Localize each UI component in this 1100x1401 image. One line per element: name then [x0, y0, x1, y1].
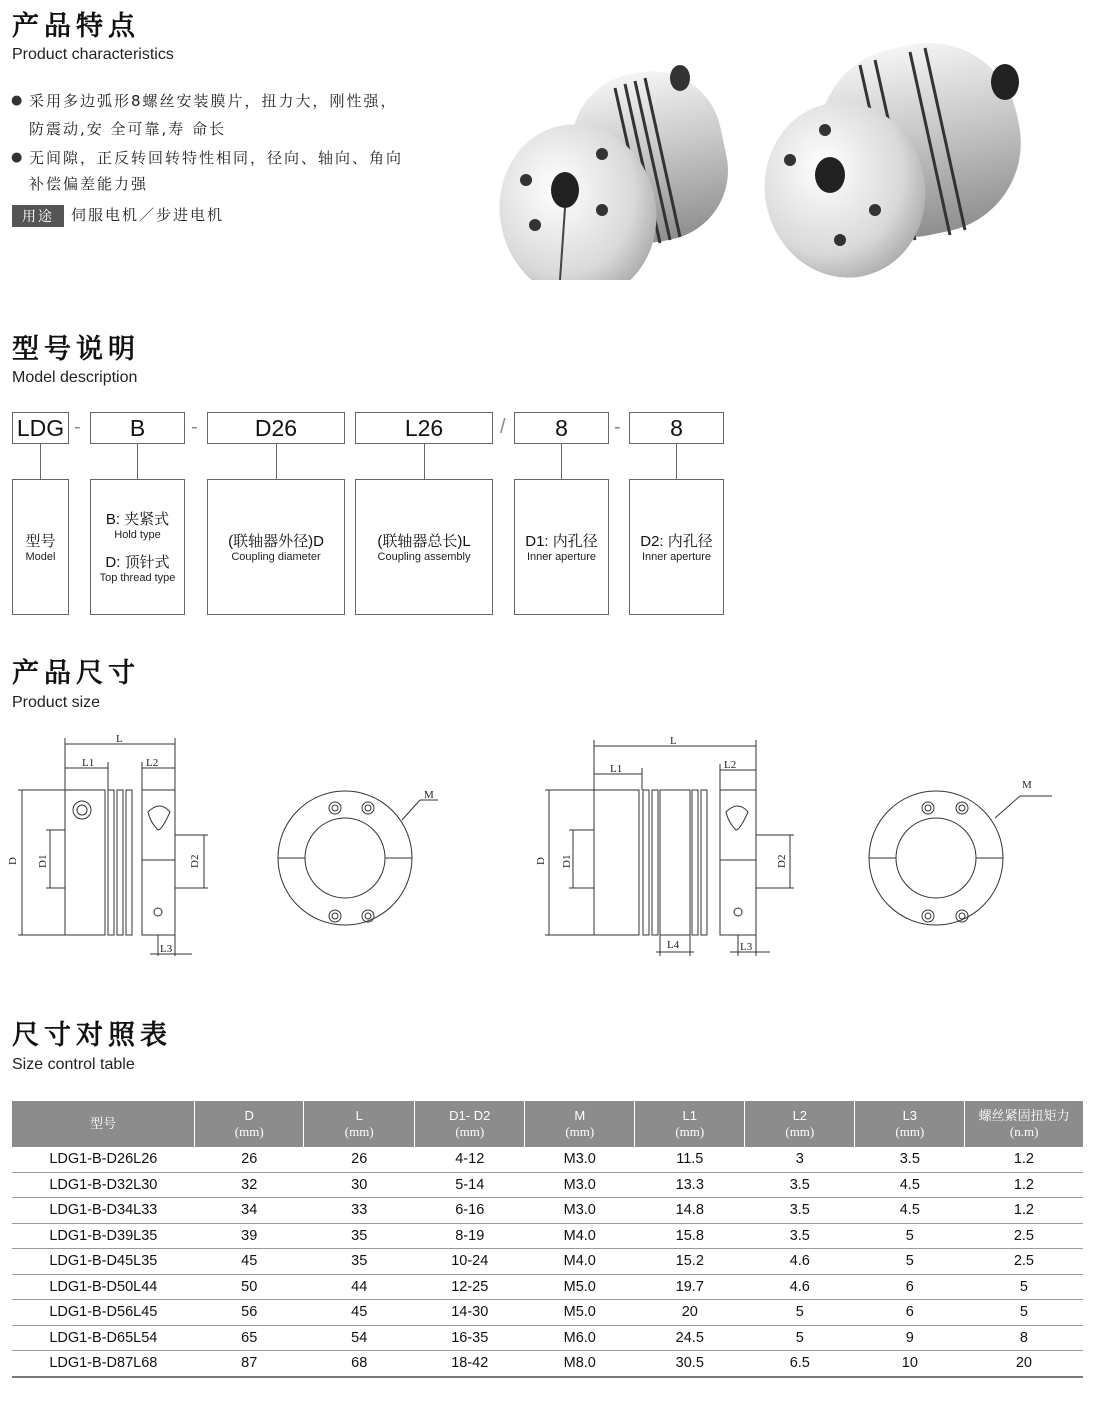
- dim-label-L1: L1: [82, 757, 95, 769]
- desc-en: Coupling assembly: [377, 550, 471, 563]
- code-separator: -: [74, 416, 81, 438]
- table-cell: 14.8: [635, 1198, 745, 1224]
- table-cell: 6: [855, 1274, 965, 1300]
- usage-tag: 用途: [12, 205, 64, 227]
- connector-line: [137, 444, 138, 479]
- table-cell: 68: [304, 1351, 415, 1377]
- connector-line: [424, 444, 425, 479]
- feature-line-3: 无间隙，正反转回转特性相同，径向、轴向、角向: [29, 149, 404, 167]
- table-cell: 32: [195, 1172, 304, 1198]
- table-cell: M3.0: [525, 1172, 635, 1198]
- table-cell: 45: [304, 1300, 415, 1326]
- size-title-en: Product size: [12, 694, 101, 711]
- table-cell: LDG1-B-D45L35: [12, 1249, 195, 1275]
- table-row: [12, 1172, 1083, 1198]
- table-cell: LDG1-B-D26L26: [12, 1147, 195, 1172]
- table-cell: 5-14: [415, 1172, 525, 1198]
- side-view-single: [18, 738, 208, 956]
- table-cell: 34: [195, 1198, 304, 1224]
- table-cell: 5: [745, 1325, 855, 1351]
- dimension-labels: [7, 733, 1032, 955]
- table-cell: 35: [304, 1249, 415, 1275]
- table-cell: 1.2: [965, 1198, 1083, 1224]
- table-cell: 15.8: [635, 1223, 745, 1249]
- table-cell: LDG1-B-D34L33: [12, 1198, 195, 1224]
- desc-box-diameter: [207, 479, 345, 615]
- end-view-double: [869, 791, 1052, 925]
- table-cell: 26: [195, 1147, 304, 1172]
- table-cell: 30.5: [635, 1351, 745, 1377]
- features-title-cn: 产品特点: [12, 11, 140, 42]
- dim-label-D2: D2: [776, 854, 788, 868]
- table-header: L2 (mm): [745, 1101, 855, 1147]
- model-title-en: Model description: [12, 369, 138, 386]
- table-cell: 8: [965, 1325, 1083, 1351]
- table-row: [12, 1147, 1083, 1172]
- desc-cn: (联轴器总长)L: [377, 532, 471, 550]
- table-header: D (mm): [195, 1101, 304, 1147]
- table-cell: LDG1-B-D56L45: [12, 1300, 195, 1326]
- product-photo: [490, 40, 1050, 280]
- code-separator: -: [191, 416, 198, 438]
- desc-cn: D2: 内孔径: [640, 532, 713, 550]
- table-cell: 5: [855, 1223, 965, 1249]
- table-header: D1- D2 (mm): [415, 1101, 525, 1147]
- table-row: [12, 1198, 1083, 1224]
- table-cell: 4.6: [745, 1274, 855, 1300]
- desc-en: Model: [25, 550, 56, 563]
- connector-line: [676, 444, 677, 479]
- desc-box-model: [12, 479, 69, 615]
- dim-label-L3: L3: [740, 941, 753, 953]
- bullet-icon: ●: [11, 93, 23, 108]
- table-row: [12, 1325, 1083, 1351]
- table-cell: 18-42: [415, 1351, 525, 1377]
- dim-label-M: M: [424, 789, 434, 801]
- table-cell: 3.5: [745, 1223, 855, 1249]
- table-cell: 1.2: [965, 1147, 1083, 1172]
- connector-line: [561, 444, 562, 479]
- table-cell: 5: [965, 1300, 1083, 1326]
- desc-cn: D: 顶针式: [105, 554, 170, 571]
- table-row: [12, 1351, 1083, 1377]
- table-cell: LDG1-B-D87L68: [12, 1351, 195, 1377]
- table-cell: M4.0: [525, 1223, 635, 1249]
- table-cell: 1.2: [965, 1172, 1083, 1198]
- table-cell: 10-24: [415, 1249, 525, 1275]
- table-cell: LDG1-B-D50L44: [12, 1274, 195, 1300]
- table-cell: 6: [855, 1300, 965, 1326]
- desc-en: Inner aperture: [641, 550, 712, 563]
- desc-en: Inner aperture: [526, 550, 597, 563]
- code-box-model: LDG: [12, 412, 69, 444]
- dim-label-L3: L3: [160, 943, 173, 955]
- table-cell: 20: [965, 1351, 1083, 1377]
- table-cell: 33: [304, 1198, 415, 1224]
- dim-label-M: M: [1022, 779, 1032, 791]
- table-cell: 5: [745, 1300, 855, 1326]
- dim-label-L: L: [116, 733, 123, 745]
- table-cell: 45: [195, 1249, 304, 1275]
- table-cell: M5.0: [525, 1300, 635, 1326]
- table-cell: M5.0: [525, 1274, 635, 1300]
- dim-label-L: L: [670, 735, 677, 747]
- table-cell: 56: [195, 1300, 304, 1326]
- table-cell: LDG1-B-D39L35: [12, 1223, 195, 1249]
- table-cell: 14-30: [415, 1300, 525, 1326]
- table-cell: LDG1-B-D65L54: [12, 1325, 195, 1351]
- table-header: L (mm): [304, 1101, 415, 1147]
- table-cell: 9: [855, 1325, 965, 1351]
- table-cell: 4.5: [855, 1198, 965, 1224]
- table-cell: 2.5: [965, 1249, 1083, 1275]
- connector-line: [276, 444, 277, 479]
- table-cell: M6.0: [525, 1325, 635, 1351]
- code-box-d2: 8: [629, 412, 724, 444]
- table-cell: 19.7: [635, 1274, 745, 1300]
- table-cell: 44: [304, 1274, 415, 1300]
- usage-text: 伺服电机／步进电机: [71, 206, 225, 224]
- table-cell: 6-16: [415, 1198, 525, 1224]
- table-cell: 5: [855, 1249, 965, 1275]
- table-title-en: Size control table: [12, 1056, 135, 1073]
- table-header: L1 (mm): [635, 1101, 745, 1147]
- table-cell: 50: [195, 1274, 304, 1300]
- features-title-en: Product characteristics: [12, 46, 174, 63]
- desc-en: Coupling diameter: [231, 550, 321, 563]
- table-header: 螺丝紧固扭矩力 (n.m): [965, 1101, 1083, 1147]
- feature-line-2: 防震动,安 全可靠,寿 命长: [29, 120, 227, 138]
- table-cell: 16-35: [415, 1325, 525, 1351]
- dim-label-D1: D1: [561, 854, 573, 868]
- table-row: [12, 1249, 1083, 1275]
- table-cell: 13.3: [635, 1172, 745, 1198]
- table-cell: M4.0: [525, 1249, 635, 1275]
- table-cell: 4.5: [855, 1172, 965, 1198]
- dim-label-L2: L2: [724, 759, 737, 771]
- desc-box-type: [90, 479, 185, 615]
- bullet-icon: ●: [11, 150, 23, 165]
- size-table: [12, 1101, 1083, 1378]
- feature-line-1: 采用多边弧形8螺丝安装膜片，扭力大，刚性强，: [29, 92, 398, 110]
- table-header-row: [12, 1101, 1083, 1147]
- table-cell: 10: [855, 1351, 965, 1377]
- desc-box-length: [355, 479, 493, 615]
- feature-line-4: 补偿偏差能力强: [29, 175, 149, 193]
- desc-cn: (联轴器外径)D: [228, 532, 324, 550]
- table-cell: 3.5: [745, 1198, 855, 1224]
- table-cell: 4.6: [745, 1249, 855, 1275]
- table-cell: 54: [304, 1325, 415, 1351]
- table-header: M (mm): [525, 1101, 635, 1147]
- dimension-drawings: [0, 730, 1100, 965]
- table-header: 型号: [12, 1101, 195, 1147]
- table-cell: 5: [965, 1274, 1083, 1300]
- table-cell: 26: [304, 1147, 415, 1172]
- table-cell: 24.5: [635, 1325, 745, 1351]
- table-cell: 87: [195, 1351, 304, 1377]
- dim-label-D1: D1: [37, 854, 49, 868]
- table-row: [12, 1300, 1083, 1326]
- desc-box-d1: [514, 479, 609, 615]
- code-separator: /: [500, 416, 506, 438]
- table-cell: 35: [304, 1223, 415, 1249]
- table-cell: 8-19: [415, 1223, 525, 1249]
- desc-cn: D1: 内孔径: [525, 532, 598, 550]
- table-row: [12, 1274, 1083, 1300]
- coupling-photo-1: [490, 58, 741, 280]
- table-title-cn: 尺寸对照表: [12, 1020, 172, 1051]
- dim-label-L4: L4: [667, 939, 680, 951]
- dim-label-D2: D2: [189, 854, 201, 868]
- end-view-single: [278, 791, 438, 925]
- table-cell: 15.2: [635, 1249, 745, 1275]
- dim-label-D: D: [7, 857, 19, 865]
- table-cell: M8.0: [525, 1351, 635, 1377]
- dim-label-L2: L2: [146, 757, 159, 769]
- table-cell: LDG1-B-D32L30: [12, 1172, 195, 1198]
- table-row: [12, 1223, 1083, 1249]
- size-title-cn: 产品尺寸: [12, 658, 140, 689]
- table-cell: 4-12: [415, 1147, 525, 1172]
- table-cell: 30: [304, 1172, 415, 1198]
- dim-label-L1: L1: [610, 763, 623, 775]
- table-cell: 3.5: [855, 1147, 965, 1172]
- table-cell: M3.0: [525, 1147, 635, 1172]
- table-cell: 12-25: [415, 1274, 525, 1300]
- code-separator: -: [614, 416, 621, 438]
- desc-en: Hold type: [114, 529, 161, 541]
- table-cell: 20: [635, 1300, 745, 1326]
- desc-en: Top thread type: [99, 572, 176, 584]
- table-cell: 6.5: [745, 1351, 855, 1377]
- code-box-length: L26: [355, 412, 493, 444]
- table-cell: 3.5: [745, 1172, 855, 1198]
- table-header: L3 (mm): [855, 1101, 965, 1147]
- code-box-type: B: [90, 412, 185, 444]
- table-cell: 11.5: [635, 1147, 745, 1172]
- table-cell: 3: [745, 1147, 855, 1172]
- connector-line: [40, 444, 41, 479]
- side-view-double: [545, 740, 794, 956]
- code-box-d1: 8: [514, 412, 609, 444]
- table-cell: 39: [195, 1223, 304, 1249]
- desc-cn: B: 夹紧式: [105, 511, 170, 528]
- table-cell: M3.0: [525, 1198, 635, 1224]
- table-cell: 2.5: [965, 1223, 1083, 1249]
- coupling-photo-2: [748, 40, 1037, 280]
- model-title-cn: 型号说明: [12, 334, 140, 365]
- code-box-diameter: D26: [207, 412, 345, 444]
- dim-label-D: D: [535, 857, 547, 865]
- table-cell: 65: [195, 1325, 304, 1351]
- desc-cn: 型号: [25, 532, 56, 550]
- desc-box-d2: [629, 479, 724, 615]
